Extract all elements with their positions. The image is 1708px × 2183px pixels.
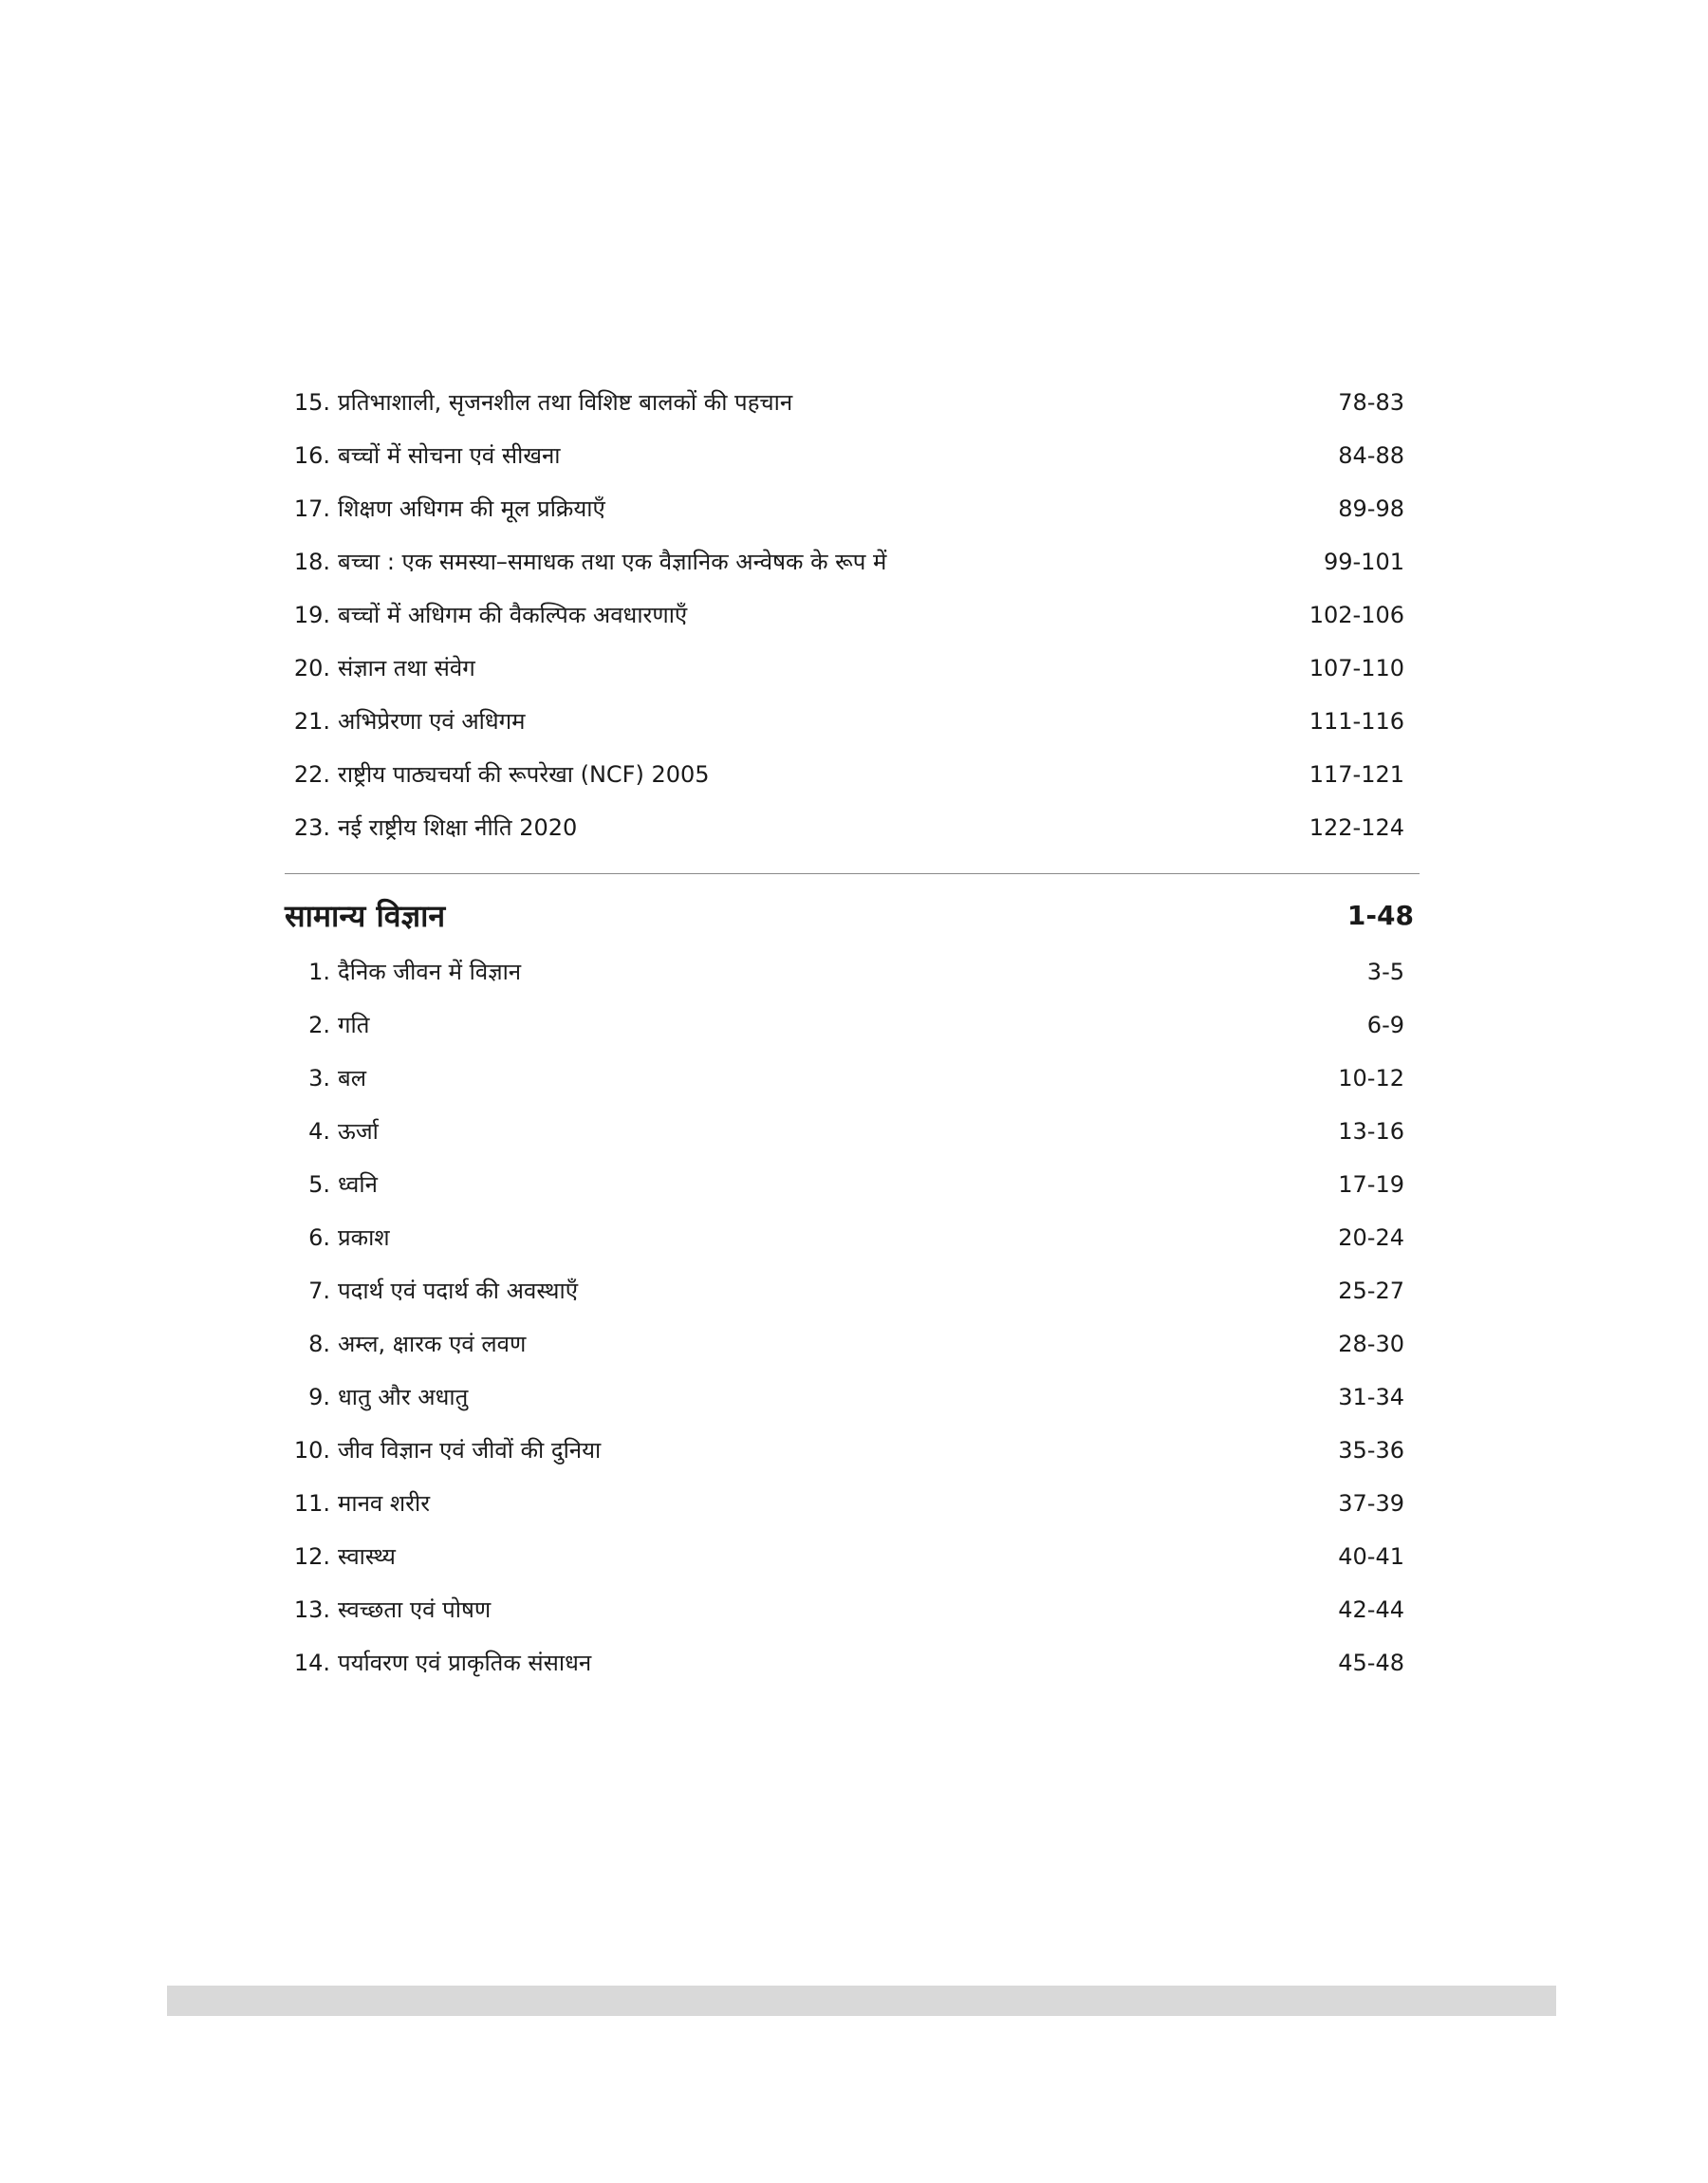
toc-title: शिक्षण अधिगम की मूल प्रक्रियाएँ	[338, 495, 605, 522]
toc-row	[285, 1105, 1414, 1158]
toc-number: 4.	[308, 1118, 330, 1145]
toc-pages: 31-34	[1338, 1384, 1404, 1410]
toc-row	[285, 1424, 1414, 1477]
section-title: सामान्य विज्ञान	[285, 897, 446, 934]
toc-number: 5.	[308, 1171, 330, 1198]
toc-title: बच्चा : एक समस्या–समाधक तथा एक वैज्ञानिक अन्वेषक के रूप में	[338, 549, 887, 575]
toc-row	[285, 429, 1414, 482]
toc-number: 17.	[293, 495, 330, 522]
toc-row	[285, 1530, 1414, 1583]
toc-title: गति	[338, 1012, 370, 1038]
toc-title: प्रतिभाशाली, सृजनशील तथा विशिष्ट बालकों की पहचान	[338, 389, 793, 416]
toc-pages: 122-124	[1309, 814, 1404, 841]
toc-title: पदार्थ एवं पदार्थ की अवस्थाएँ	[338, 1278, 578, 1304]
toc-row	[285, 1052, 1414, 1105]
toc-number: 1.	[308, 959, 330, 985]
toc-number: 16.	[293, 442, 330, 469]
toc-row	[285, 1158, 1414, 1211]
toc-list-part2	[285, 945, 1414, 1689]
toc-row	[285, 482, 1414, 535]
toc-pages: 78-83	[1338, 389, 1404, 416]
toc-title: अम्ल, क्षारक एवं लवण	[338, 1331, 527, 1357]
toc-number: 21.	[293, 708, 330, 735]
toc-title: स्वास्थ्य	[338, 1543, 396, 1570]
toc-row	[285, 1211, 1414, 1264]
toc-pages: 42-44	[1338, 1596, 1404, 1623]
toc-title: धातु और अधातु	[338, 1384, 469, 1410]
toc-title: ध्वनि	[338, 1171, 378, 1198]
toc-title: संज्ञान तथा संवेग	[338, 655, 475, 681]
toc-pages: 35-36	[1338, 1437, 1404, 1464]
toc-list-part1	[285, 376, 1414, 854]
toc-title: स्वच्छता एवं पोषण	[338, 1596, 492, 1623]
toc-pages: 13-16	[1338, 1118, 1404, 1145]
toc-row	[285, 1371, 1414, 1424]
toc-title: पर्यावरण एवं प्राकृतिक संसाधन	[338, 1650, 592, 1676]
toc-number: 19.	[293, 602, 330, 628]
toc-row	[285, 748, 1414, 801]
toc-pages: 10-12	[1338, 1065, 1404, 1092]
toc-number: 14.	[293, 1650, 330, 1676]
toc-pages: 3-5	[1366, 959, 1404, 985]
toc-number: 8.	[308, 1331, 330, 1357]
toc-pages: 45-48	[1338, 1650, 1404, 1676]
toc-number: 22.	[293, 761, 330, 788]
toc-row	[285, 642, 1414, 695]
toc-pages: 84-88	[1338, 442, 1404, 469]
footer-bar	[167, 1986, 1556, 2016]
toc-pages: 28-30	[1338, 1331, 1404, 1357]
toc-number: 9.	[308, 1384, 330, 1410]
toc-pages: 99-101	[1323, 549, 1404, 575]
toc-row	[285, 801, 1414, 854]
toc-pages: 6-9	[1366, 1012, 1404, 1038]
toc-number: 11.	[293, 1490, 330, 1517]
toc-number: 18.	[293, 549, 330, 575]
toc-number: 20.	[293, 655, 330, 681]
toc-pages: 37-39	[1338, 1490, 1404, 1517]
toc-title: नई राष्ट्रीय शिक्षा नीति 2020	[338, 814, 578, 841]
toc-number: 7.	[308, 1278, 330, 1304]
toc-number: 13.	[293, 1596, 330, 1623]
toc-title: मानव शरीर	[338, 1490, 431, 1517]
toc-row	[285, 535, 1414, 588]
toc-row	[285, 1636, 1414, 1689]
toc-pages: 102-106	[1309, 602, 1404, 628]
section-heading	[285, 888, 1420, 942]
toc-pages: 89-98	[1338, 495, 1404, 522]
toc-number: 2.	[308, 1012, 330, 1038]
toc-title: बच्चों में सोचना एवं सीखना	[338, 442, 561, 469]
toc-number: 6.	[308, 1224, 330, 1251]
toc-row	[285, 945, 1414, 998]
toc-pages: 25-27	[1338, 1278, 1404, 1304]
toc-pages: 20-24	[1338, 1224, 1404, 1251]
toc-row	[285, 1317, 1414, 1371]
toc-row	[285, 998, 1414, 1052]
toc-row	[285, 695, 1414, 748]
toc-pages: 107-110	[1309, 655, 1404, 681]
toc-pages: 17-19	[1338, 1171, 1404, 1198]
section-pages: 1-48	[1346, 899, 1414, 931]
toc-title: बल	[338, 1065, 366, 1092]
toc-number: 15.	[293, 389, 330, 416]
toc-number: 10.	[293, 1437, 330, 1464]
toc-title: बच्चों में अधिगम की वैकल्पिक अवधारणाएँ	[338, 602, 688, 628]
toc-pages: 117-121	[1309, 761, 1404, 788]
toc-pages: 111-116	[1309, 708, 1404, 735]
toc-pages: 40-41	[1338, 1543, 1404, 1570]
toc-row	[285, 1477, 1414, 1530]
toc-title: अभिप्रेरणा एवं अधिगम	[338, 708, 526, 735]
toc-row	[285, 588, 1414, 642]
toc-row	[285, 1583, 1414, 1636]
toc-title: दैनिक जीवन में विज्ञान	[338, 959, 522, 985]
toc-row	[285, 376, 1414, 429]
toc-title: राष्ट्रीय पाठ्यचर्या की रूपरेखा (NCF) 2005	[338, 761, 710, 788]
toc-row	[285, 1264, 1414, 1317]
toc-title: ऊर्जा	[338, 1118, 379, 1145]
toc-title: जीव विज्ञान एवं जीवों की दुनिया	[338, 1437, 602, 1464]
section-divider	[285, 873, 1420, 874]
toc-number: 23.	[293, 814, 330, 841]
toc-number: 3.	[308, 1065, 330, 1092]
toc-number: 12.	[293, 1543, 330, 1570]
toc-title: प्रकाश	[338, 1224, 390, 1251]
